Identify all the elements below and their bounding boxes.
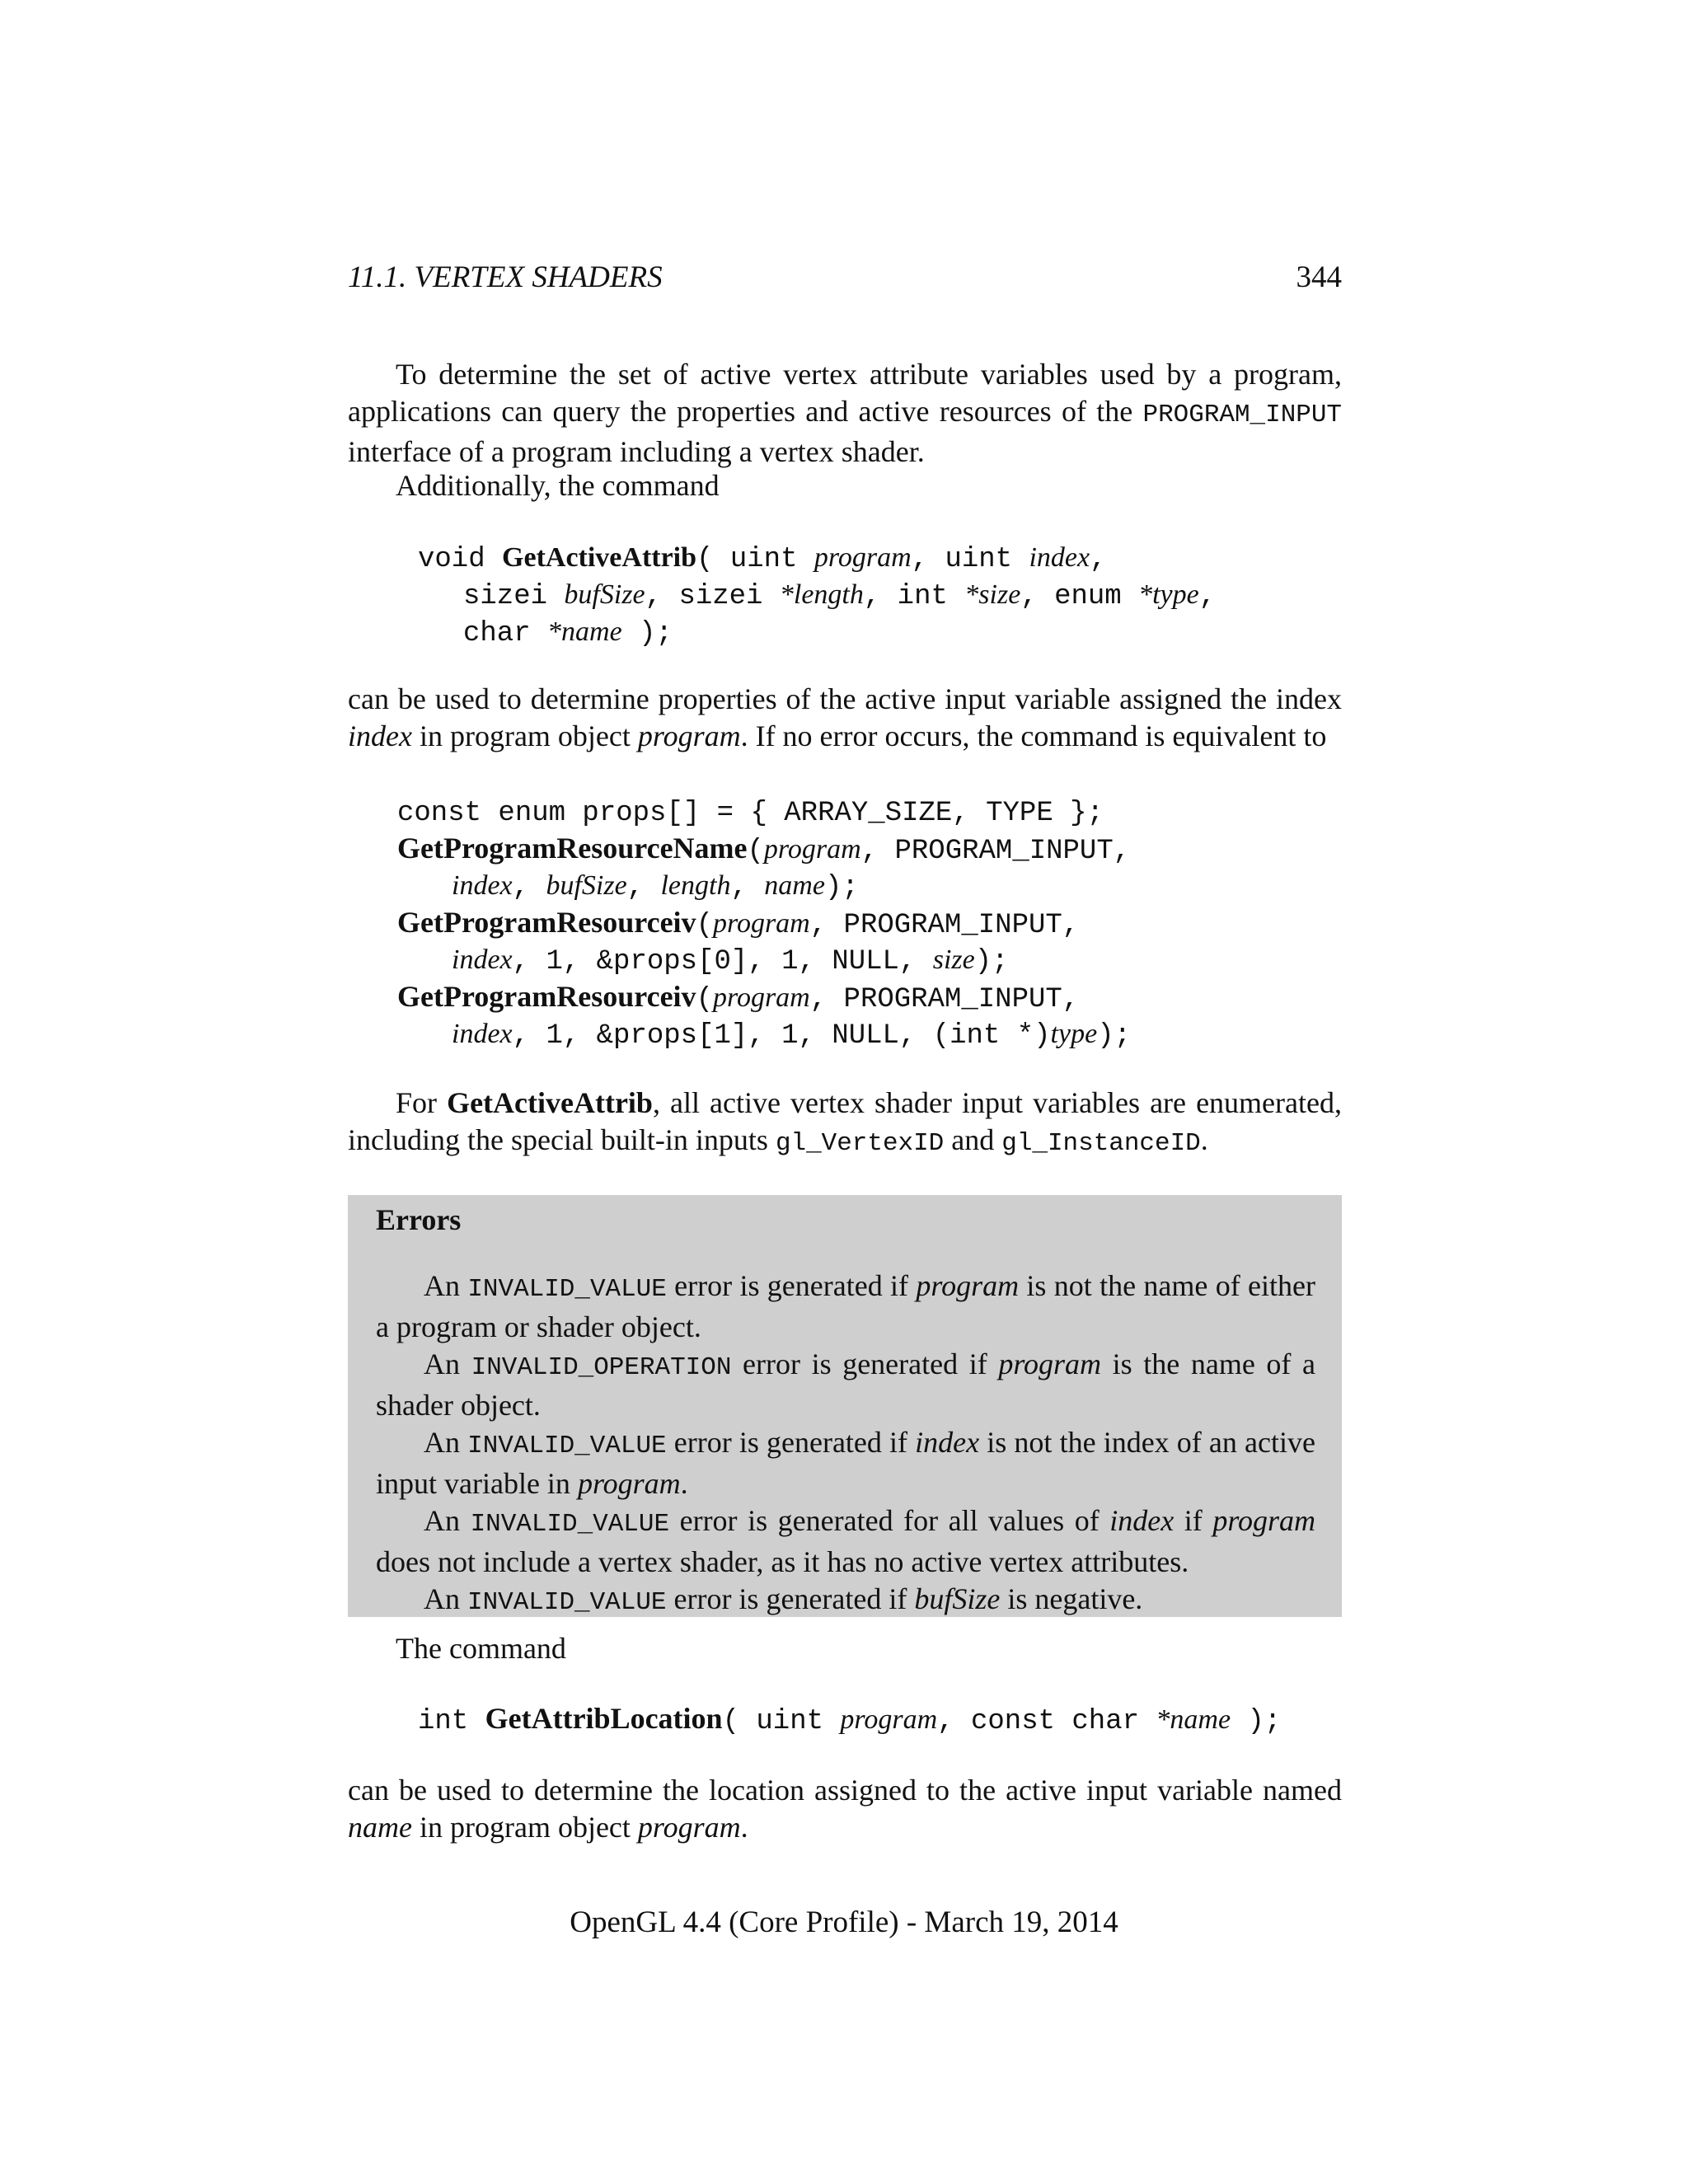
errors-box (348, 1195, 1342, 1617)
equivalent-code-line: GetProgramResourceName(program, PROGRAM_INPUT, (397, 832, 1131, 867)
equivalent-code-line: index, 1, &props[1], 1, NULL, (int *)type); (452, 1019, 1131, 1052)
error-item: An INVALID_OPERATION error is generated if program is the name of a shader object. (376, 1347, 1316, 1422)
equivalence-paragraph: can be used to determine properties of the active input variable assigned the index index in program object program. If no error occurs, the command is equivalent to (348, 682, 1342, 752)
inline-code: PROGRAM_INPUT (1142, 401, 1342, 429)
final-paragraph: can be used to determine the location assigned to the active input variable named name in program object program. (348, 1774, 1342, 1844)
equivalent-code-line: index, 1, &props[0], 1, NULL, size); (452, 944, 1009, 977)
error-item: An INVALID_VALUE error is generated if program is not the name of either a program or shader object. (376, 1269, 1316, 1343)
page-number: 344 (1296, 260, 1342, 294)
equivalent-code-line: index, bufSize, length, name); (452, 870, 859, 903)
prototype-line: char *name ); (463, 616, 673, 649)
page-footer: OpenGL 4.4 (Core Profile) - March 19, 2014 (570, 1905, 1118, 1939)
the-command-line: The command (396, 1632, 566, 1665)
prototype-line: sizei bufSize, sizei *length, int *size, enum *type, (463, 579, 1217, 612)
enumeration-paragraph: For GetActiveAttrib, all active vertex shader input variables are enumerated, including the special built-in inputs gl_VertexID and gl_InstanceID. (348, 1086, 1342, 1158)
error-item: An INVALID_VALUE error is generated if bufSize is negative. (424, 1582, 1143, 1617)
get-active-attrib-prototype: void GetActiveAttrib( uint program, uint index, (418, 542, 1107, 575)
equivalent-code-line: GetProgramResourceiv(program, PROGRAM_INPUT, (397, 906, 1080, 941)
function-name: GetAttribLocation (485, 1702, 723, 1735)
section-title: 11.1. VERTEX SHADERS (348, 260, 663, 294)
error-item: An INVALID_VALUE error is generated for all values of index if program does not include a vertex shader, as it has no active vertex attributes. (376, 1504, 1316, 1578)
equivalent-code-line: const enum props[] = { ARRAY_SIZE, TYPE }; (397, 798, 1104, 829)
additionally-line: Additionally, the command (396, 469, 720, 502)
errors-heading: Errors (376, 1203, 462, 1236)
error-item: An INVALID_VALUE error is generated if index is not the index of an active input variable in program. (376, 1426, 1315, 1500)
equivalent-code-line: GetProgramResourceiv(program, PROGRAM_INPUT, (397, 980, 1080, 1015)
errors-list (376, 1268, 1315, 1622)
get-attrib-location-prototype: int GetAttribLocation( uint program, const char *name ); (418, 1702, 1282, 1737)
intro-paragraph: To determine the set of active vertex attribute variables used by a program, applications can query the properties and active resources of the PROGRAM_INPUT interface of a program including a vertex shader. (348, 358, 1342, 468)
running-head (348, 257, 1342, 298)
function-name: GetActiveAttrib (502, 542, 697, 573)
